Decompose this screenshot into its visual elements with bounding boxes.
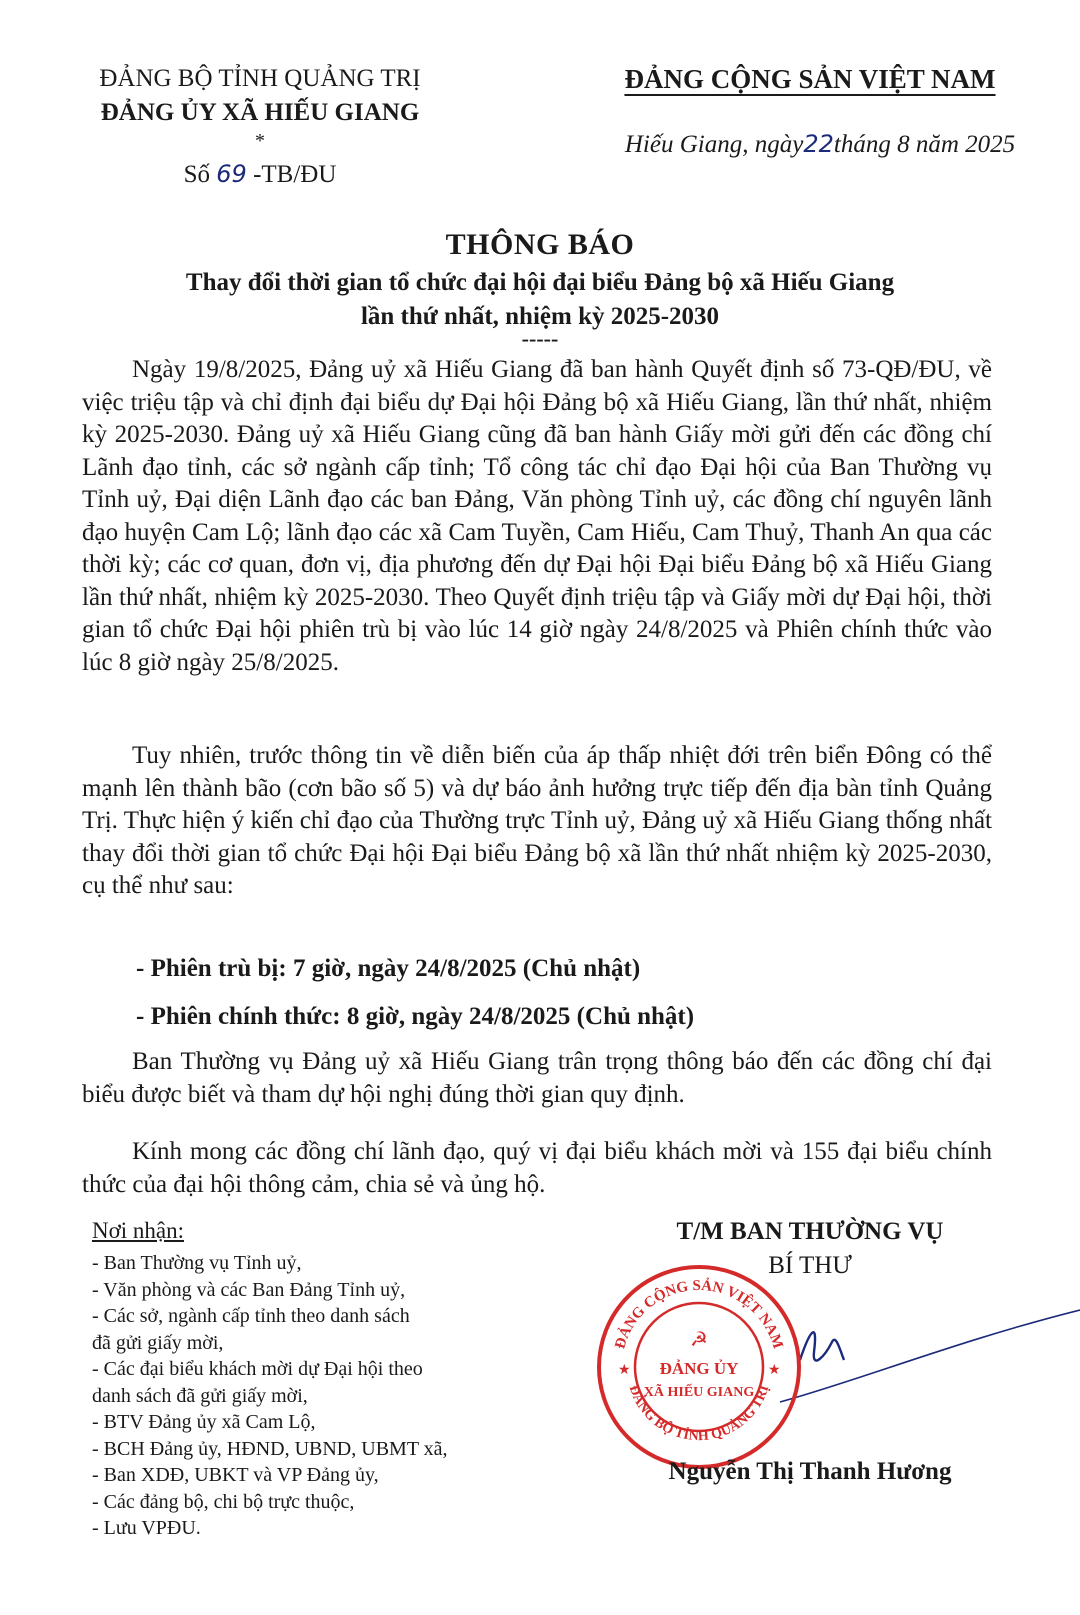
recipient-item: danh sách đã gửi giấy mời, [92, 1384, 308, 1407]
recipients-title: Nơi nhận: [92, 1218, 185, 1243]
seal-inner-line-1: ĐẢNG ỦY [659, 1359, 739, 1378]
body-paragraph-2: Tuy nhiên, trước thông tin về diễn biến của áp thấp nhiệt đới trên biển Đông có thể mạnh lên thành bão (cơn bão số 5) và dự báo ảnh hưởng trực tiếp đến địa bàn tỉnh Quảng Trị. Thực hiện ý kiến chỉ đạo của Thường trực Tỉnh uỷ, Đảng uỷ xã Hiếu Giang thống nhất thay đổi thời gian tổ chức Đại hội Đại biểu Đảng bộ xã lần thứ nhất nhiệm kỳ 2025-2030, cụ thể như sau: [82, 742, 992, 899]
seal-star-left: ★ [618, 1362, 631, 1378]
recipient-item: - Các đảng bộ, chi bộ trực thuộc, [92, 1490, 355, 1513]
party-name: ĐẢNG CỘNG SẢN VIỆT NAM [624, 64, 996, 94]
seal-star-right: ★ [768, 1362, 781, 1378]
date-suffix: tháng 8 năm 2025 [833, 131, 1016, 158]
document-number [60, 160, 460, 189]
recipient-item: - Ban Thường vụ Tỉnh uỷ, [92, 1252, 302, 1274]
recipient-item: - Ban XDĐ, UBKT và VP Đảng ủy, [92, 1464, 379, 1486]
recipient-item: - Lưu VPĐU. [92, 1517, 201, 1539]
signer-name: Nguyễn Thị Thanh Hương [668, 1458, 952, 1485]
star-separator: * [255, 130, 265, 152]
session-official: - Phiên chính thức: 8 giờ, ngày 24/8/2025 (Chủ nhật) [136, 1003, 695, 1030]
org-commune: ĐẢNG ỦY XÃ HIẾU GIANG [100, 99, 420, 126]
doc-number-handwritten: 69 [216, 160, 247, 188]
recipient-item: - BCH Đảng ủy, HĐND, UBND, UBMT xã, [92, 1437, 448, 1460]
doc-number-suffix: -TB/ĐU [253, 161, 337, 188]
body-paragraph-4: Kính mong các đồng chí lãnh đạo, quý vị đại biểu khách mời và 155 đại biểu chính thức của đại hội thông cảm, chia sẻ và ủng hộ. [82, 1138, 992, 1198]
hammer-sickle-icon: ☭ [690, 1327, 708, 1351]
recipient-item: - Các đại biểu khách mời dự Đại hội theo [92, 1358, 423, 1380]
recipient-item: - BTV Đảng ủy xã Cam Lộ, [92, 1411, 316, 1433]
signature-organization: T/M BAN THƯỜNG VỤ [676, 1218, 944, 1245]
recipients-list [92, 1250, 532, 1542]
org-province: ĐẢNG BỘ TỈNH QUẢNG TRỊ [99, 65, 421, 92]
recipient-item: đã gửi giấy mời, [92, 1331, 224, 1354]
subtitle-line-1: Thay đổi thời gian tổ chức đại hội đại biểu Đảng bộ xã Hiếu Giang [185, 269, 895, 296]
issuing-organization [60, 62, 460, 130]
official-seal [594, 1262, 804, 1472]
recipient-item: - Văn phòng và các Ban Đảng Tỉnh uỷ, [92, 1278, 406, 1301]
title-separator: ----- [521, 326, 559, 351]
seal-outer-top: ĐẢNG CỘNG SẢN VIỆT NAM [612, 1277, 786, 1351]
recipient-item: - Các sở, ngành cấp tỉnh theo danh sách [92, 1305, 410, 1327]
date-day-handwritten: 22 [803, 130, 834, 158]
seal-outer-bottom: ĐẢNG BỘ TỈNH QUẢNG TRỊ [625, 1383, 773, 1445]
seal-inner-line-2: XÃ HIẾU GIANG [643, 1385, 755, 1400]
party-header [590, 62, 1030, 96]
document-subtitle [90, 266, 990, 334]
doc-number-prefix: Số [183, 161, 211, 188]
date-prefix: Hiếu Giang, ngày [624, 131, 804, 158]
signature-role: BÍ THƯ [768, 1252, 852, 1279]
session-preparatory: - Phiên trù bị: 7 giờ, ngày 24/8/2025 (Chủ nhật) [136, 955, 641, 982]
body-paragraph-3: Ban Thường vụ Đảng uỷ xã Hiếu Giang trân trọng thông báo đến các đồng chí đại biểu được biết và tham dự hội nghị đúng thời gian quy định. [82, 1048, 992, 1108]
issue-date [590, 130, 1050, 159]
document-title: THÔNG BÁO [445, 228, 635, 261]
subtitle-line-2: lần thứ nhất, nhiệm kỳ 2025-2030 [360, 303, 720, 330]
body-paragraph-1: Ngày 19/8/2025, Đảng uỷ xã Hiếu Giang đã ban hành Quyết định số 73-QĐ/ĐU, về việc triệu tập và chỉ định đại biểu dự Đại hội Đảng bộ xã Hiếu Giang, lần thứ nhất, nhiệm kỳ 2025-2030. Đảng uỷ xã Hiếu Giang cũng đã ban hành Giấy mời gửi đến các đồng chí Lãnh đạo tỉnh, các sở ngành cấp tỉnh; Tổ công tác chỉ đạo Đại hội của Ban Thường vụ Tỉnh uỷ, Đại diện Lãnh đạo các ban Đảng, Văn phòng Tỉnh uỷ, các đồng chí nguyên lãnh đạo huyện Cam Lộ; lãnh đạo các xã Cam Tuyền, Cam Hiếu, Cam Thuỷ, Thanh An qua các thời kỳ; các cơ quan, đơn vị, địa phương đến dự Đại hội Đại biểu Đảng bộ xã Hiếu Giang lần thứ nhất, nhiệm kỳ 2025-2030. Theo Quyết định triệu tập và Giấy mời dự Đại hội, thời gian tổ chức Đại hội phiên trù bị vào lúc 14 giờ ngày 24/8/2025 và Phiên chính thức vào lúc 8 giờ ngày 25/8/2025. [82, 356, 992, 676]
